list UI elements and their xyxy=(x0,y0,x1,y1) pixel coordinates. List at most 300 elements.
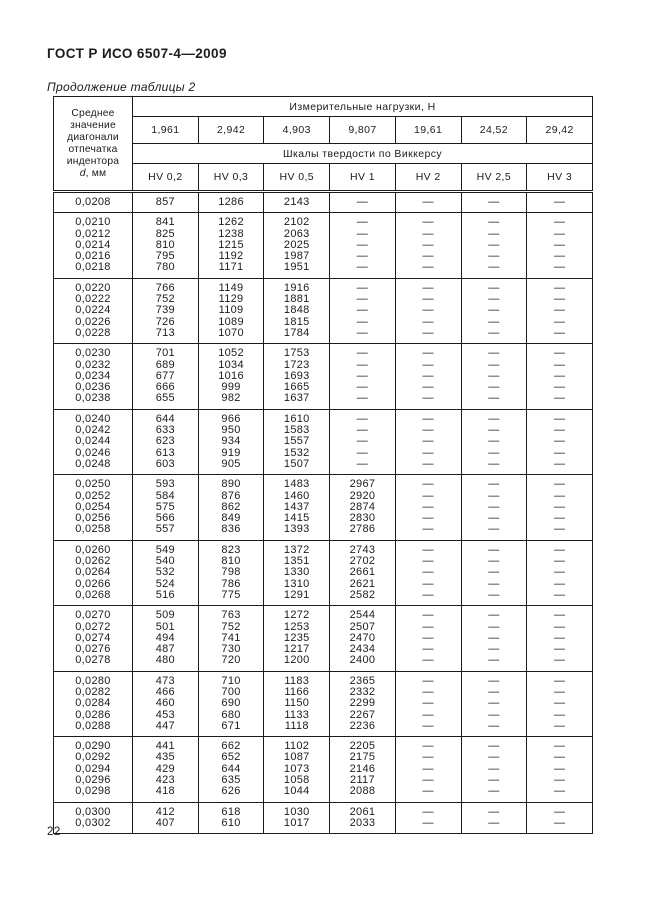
hardness-value-cell: 447 xyxy=(133,721,199,737)
hardness-value-cell: 2033 xyxy=(330,818,396,834)
hardness-value-cell: — xyxy=(461,818,527,834)
hardness-value-cell: 950 xyxy=(198,425,264,436)
hardness-value-cell: — xyxy=(527,737,593,753)
d-value-cell: 0,0216 xyxy=(54,251,133,262)
d-value-cell: 0,0272 xyxy=(54,622,133,633)
hardness-value-cell: 453 xyxy=(133,710,199,721)
row-group xyxy=(54,278,593,343)
d-value-cell: 0,0260 xyxy=(54,540,133,556)
hardness-value-cell: — xyxy=(527,687,593,698)
d-value-cell: 0,0280 xyxy=(54,671,133,687)
hardness-value-cell: 1723 xyxy=(264,360,330,371)
table-row xyxy=(54,294,593,305)
hardness-value-cell: — xyxy=(527,371,593,382)
hardness-value-cell: — xyxy=(395,305,461,316)
hardness-value-cell: — xyxy=(330,344,396,360)
table-row xyxy=(54,721,593,737)
hardness-value-cell: 2702 xyxy=(330,556,396,567)
hardness-value-cell: — xyxy=(461,251,527,262)
hardness-value-cell: 2743 xyxy=(330,540,396,556)
hardness-value-cell: 1916 xyxy=(264,278,330,294)
hardness-value-cell: 1171 xyxy=(198,262,264,278)
hardness-value-cell: — xyxy=(461,213,527,229)
hardness-value-cell: 836 xyxy=(198,524,264,540)
hardness-value-cell: 690 xyxy=(198,698,264,709)
hardness-value-cell: 823 xyxy=(198,540,264,556)
hardness-value-cell: — xyxy=(461,317,527,328)
hardness-value-cell: 2063 xyxy=(264,229,330,240)
hardness-value-cell: 557 xyxy=(133,524,199,540)
hardness-value-cell: 1437 xyxy=(264,502,330,513)
hardness-value-cell: — xyxy=(527,606,593,622)
d-value-cell: 0,0286 xyxy=(54,710,133,721)
hardness-value-cell: 1272 xyxy=(264,606,330,622)
hardness-value-cell: 1951 xyxy=(264,262,330,278)
d-value-cell: 0,0244 xyxy=(54,436,133,447)
hardness-value-cell: 1460 xyxy=(264,491,330,502)
hv-scale-header: HV 3 xyxy=(527,164,593,192)
hardness-value-cell: — xyxy=(395,775,461,786)
hardness-value-cell: — xyxy=(461,393,527,409)
d-value-cell: 0,0282 xyxy=(54,687,133,698)
hardness-value-cell: — xyxy=(395,317,461,328)
hardness-value-cell: — xyxy=(395,278,461,294)
hardness-value-cell: 1109 xyxy=(198,305,264,316)
hardness-value-cell: — xyxy=(461,764,527,775)
hardness-value-cell: — xyxy=(527,382,593,393)
hardness-value-cell: — xyxy=(395,513,461,524)
row-group xyxy=(54,192,593,213)
table-row xyxy=(54,229,593,240)
hardness-value-cell: — xyxy=(527,633,593,644)
hardness-value-cell: — xyxy=(395,436,461,447)
hardness-value-cell: — xyxy=(527,278,593,294)
hardness-value-cell: 575 xyxy=(133,502,199,513)
hardness-value-cell: 473 xyxy=(133,671,199,687)
table-row xyxy=(54,328,593,344)
scales-band-header: Шкалы твердости по Виккерсу xyxy=(133,144,593,164)
hardness-value-cell: 2025 xyxy=(264,240,330,251)
table-row xyxy=(54,818,593,834)
hardness-value-cell: 1253 xyxy=(264,622,330,633)
d-value-cell: 0,0302 xyxy=(54,818,133,834)
hardness-value-cell: 1044 xyxy=(264,786,330,802)
hardness-value-cell: 2874 xyxy=(330,502,396,513)
hardness-value-cell: — xyxy=(461,294,527,305)
hardness-value-cell: — xyxy=(461,540,527,556)
load-value-header: 1,961 xyxy=(133,117,199,144)
hardness-value-cell: — xyxy=(330,360,396,371)
load-value-header: 9,807 xyxy=(330,117,396,144)
hardness-value-cell: 2061 xyxy=(330,802,396,818)
load-value-header: 24,52 xyxy=(461,117,527,144)
hardness-value-cell: 710 xyxy=(198,671,264,687)
d-value-cell: 0,0262 xyxy=(54,556,133,567)
d-value-cell: 0,0250 xyxy=(54,475,133,491)
hardness-value-cell: 509 xyxy=(133,606,199,622)
hardness-value-cell: — xyxy=(395,229,461,240)
hardness-value-cell: — xyxy=(395,579,461,590)
hardness-value-cell: 516 xyxy=(133,590,199,606)
hardness-value-cell: — xyxy=(461,775,527,786)
hardness-value-cell: 2434 xyxy=(330,644,396,655)
hardness-value-cell: 1848 xyxy=(264,305,330,316)
hardness-value-cell: — xyxy=(461,524,527,540)
hardness-value-cell: 2102 xyxy=(264,213,330,229)
hardness-value-cell: — xyxy=(461,579,527,590)
d-value-cell: 0,0288 xyxy=(54,721,133,737)
row-group xyxy=(54,475,593,540)
table-row xyxy=(54,567,593,578)
hardness-value-cell: — xyxy=(461,644,527,655)
hardness-value-cell: — xyxy=(527,213,593,229)
hardness-value-cell: 1215 xyxy=(198,240,264,251)
table-row xyxy=(54,513,593,524)
hardness-value-cell: 623 xyxy=(133,436,199,447)
d-value-cell: 0,0246 xyxy=(54,448,133,459)
hardness-value-cell: 2088 xyxy=(330,786,396,802)
hardness-value-cell: — xyxy=(527,698,593,709)
hardness-value-cell: 1610 xyxy=(264,409,330,425)
hardness-value-cell: 1351 xyxy=(264,556,330,567)
hardness-value-cell: 2786 xyxy=(330,524,396,540)
load-value-header: 19,61 xyxy=(395,117,461,144)
hardness-value-cell: 795 xyxy=(133,251,199,262)
document-title: ГОСТ Р ИСО 6507-4—2009 xyxy=(47,46,227,61)
hardness-value-cell: 1102 xyxy=(264,737,330,753)
hardness-value-cell: 635 xyxy=(198,775,264,786)
hardness-value-cell: 1372 xyxy=(264,540,330,556)
table-row xyxy=(54,606,593,622)
hardness-value-cell: 810 xyxy=(133,240,199,251)
hardness-value-cell: — xyxy=(461,475,527,491)
hardness-value-cell: — xyxy=(395,393,461,409)
loads-band-header: Измерительные нагрузки, Н xyxy=(133,97,593,117)
hardness-value-cell: 662 xyxy=(198,737,264,753)
hardness-value-cell: — xyxy=(330,328,396,344)
hardness-value-cell: 1070 xyxy=(198,328,264,344)
hardness-value-cell: — xyxy=(461,687,527,698)
hardness-value-cell: 2117 xyxy=(330,775,396,786)
hardness-value-cell: — xyxy=(461,240,527,251)
hardness-value-cell: — xyxy=(395,192,461,213)
hardness-value-cell: — xyxy=(461,360,527,371)
d-value-cell: 0,0228 xyxy=(54,328,133,344)
d-value-cell: 0,0294 xyxy=(54,764,133,775)
table-row xyxy=(54,764,593,775)
hardness-value-cell: 1532 xyxy=(264,448,330,459)
hardness-value-cell: 666 xyxy=(133,382,199,393)
d-value-cell: 0,0248 xyxy=(54,459,133,475)
hv-scale-header: HV 2,5 xyxy=(461,164,527,192)
hardness-value-cell: 1583 xyxy=(264,425,330,436)
hardness-value-cell: — xyxy=(527,671,593,687)
hardness-value-cell: — xyxy=(330,262,396,278)
hardness-value-cell: 700 xyxy=(198,687,264,698)
hardness-value-cell: — xyxy=(461,436,527,447)
d-value-cell: 0,0240 xyxy=(54,409,133,425)
corner-header xyxy=(54,97,133,192)
d-value-cell: 0,0230 xyxy=(54,344,133,360)
hardness-value-cell: — xyxy=(527,524,593,540)
hardness-value-cell: 633 xyxy=(133,425,199,436)
hardness-value-cell: — xyxy=(527,459,593,475)
hardness-value-cell: — xyxy=(330,382,396,393)
hardness-value-cell: 1815 xyxy=(264,317,330,328)
hardness-value-cell: — xyxy=(461,305,527,316)
table-row xyxy=(54,502,593,513)
d-value-cell: 0,0284 xyxy=(54,698,133,709)
hv-scale-header: HV 0,3 xyxy=(198,164,264,192)
hardness-value-cell: — xyxy=(330,409,396,425)
table-row xyxy=(54,540,593,556)
table-row xyxy=(54,475,593,491)
hardness-value-cell: — xyxy=(395,448,461,459)
hv-scale-header: HV 1 xyxy=(330,164,396,192)
d-value-cell: 0,0208 xyxy=(54,192,133,213)
hardness-value-cell: — xyxy=(527,360,593,371)
table-row xyxy=(54,382,593,393)
hardness-value-cell: 890 xyxy=(198,475,264,491)
hardness-value-cell: 2507 xyxy=(330,622,396,633)
table-row xyxy=(54,655,593,671)
hardness-value-cell: 1310 xyxy=(264,579,330,590)
hardness-value-cell: — xyxy=(395,240,461,251)
hardness-value-cell: 584 xyxy=(133,491,199,502)
hardness-value-cell: 429 xyxy=(133,764,199,775)
hardness-value-cell: — xyxy=(395,721,461,737)
d-value-cell: 0,0238 xyxy=(54,393,133,409)
d-value-cell: 0,0242 xyxy=(54,425,133,436)
table-row xyxy=(54,802,593,818)
hardness-value-cell: — xyxy=(330,305,396,316)
hardness-value-cell: 466 xyxy=(133,687,199,698)
hardness-value-cell: — xyxy=(527,305,593,316)
hardness-value-cell: — xyxy=(461,448,527,459)
hardness-value-cell: — xyxy=(527,317,593,328)
hardness-value-cell: — xyxy=(527,425,593,436)
hardness-value-cell: — xyxy=(330,278,396,294)
d-value-cell: 0,0232 xyxy=(54,360,133,371)
hardness-value-cell: — xyxy=(395,786,461,802)
hardness-value-cell: 1149 xyxy=(198,278,264,294)
hardness-value-cell: 655 xyxy=(133,393,199,409)
hardness-value-cell: — xyxy=(461,802,527,818)
hardness-value-cell: 2205 xyxy=(330,737,396,753)
hardness-value-cell: 786 xyxy=(198,579,264,590)
hardness-value-cell: — xyxy=(527,328,593,344)
hardness-value-cell: — xyxy=(527,764,593,775)
hardness-value-cell: 775 xyxy=(198,590,264,606)
hardness-value-cell: — xyxy=(461,567,527,578)
hardness-value-cell: 593 xyxy=(133,475,199,491)
hardness-value-cell: — xyxy=(395,633,461,644)
table-row xyxy=(54,360,593,371)
table-row xyxy=(54,644,593,655)
hardness-value-cell: — xyxy=(461,502,527,513)
hardness-value-cell: — xyxy=(527,251,593,262)
hardness-value-cell: — xyxy=(461,192,527,213)
hardness-value-cell: — xyxy=(461,459,527,475)
hardness-value-cell: — xyxy=(461,590,527,606)
hardness-value-cell: — xyxy=(461,409,527,425)
hardness-value-cell: — xyxy=(461,721,527,737)
hardness-value-cell: — xyxy=(395,567,461,578)
hardness-value-cell: 1166 xyxy=(264,687,330,698)
hardness-value-cell: 1150 xyxy=(264,698,330,709)
hardness-value-cell: 841 xyxy=(133,213,199,229)
hardness-value-cell: — xyxy=(395,251,461,262)
hardness-value-cell: 2299 xyxy=(330,698,396,709)
hardness-value-cell: — xyxy=(527,192,593,213)
hardness-value-cell: — xyxy=(330,213,396,229)
corner-header-symbol: d, мм xyxy=(79,168,107,179)
d-value-cell: 0,0290 xyxy=(54,737,133,753)
row-group xyxy=(54,344,593,409)
hardness-value-cell: — xyxy=(330,317,396,328)
table-row xyxy=(54,262,593,278)
table-row xyxy=(54,393,593,409)
table-row xyxy=(54,344,593,360)
hardness-value-cell: 671 xyxy=(198,721,264,737)
hardness-value-cell: 876 xyxy=(198,491,264,502)
hardness-value-cell: 1030 xyxy=(264,802,330,818)
hardness-value-cell: — xyxy=(330,251,396,262)
hardness-value-cell: 494 xyxy=(133,633,199,644)
hardness-value-cell: — xyxy=(527,240,593,251)
hardness-value-cell: 2470 xyxy=(330,633,396,644)
hardness-value-cell: 1016 xyxy=(198,371,264,382)
hardness-value-cell: 412 xyxy=(133,802,199,818)
hardness-value-cell: — xyxy=(461,344,527,360)
hardness-value-cell: — xyxy=(395,698,461,709)
d-value-cell: 0,0212 xyxy=(54,229,133,240)
hardness-value-cell: — xyxy=(461,262,527,278)
hardness-value-cell: — xyxy=(395,606,461,622)
hardness-value-cell: 1483 xyxy=(264,475,330,491)
table-row xyxy=(54,371,593,382)
table-row xyxy=(54,671,593,687)
hardness-value-cell: — xyxy=(527,344,593,360)
table-row xyxy=(54,622,593,633)
hardness-value-cell: — xyxy=(395,752,461,763)
hardness-value-cell: — xyxy=(461,371,527,382)
hardness-value-cell: 644 xyxy=(133,409,199,425)
hardness-value-cell: — xyxy=(527,540,593,556)
hardness-value-cell: — xyxy=(527,409,593,425)
hardness-value-cell: 626 xyxy=(198,786,264,802)
hardness-value-cell: — xyxy=(527,475,593,491)
hardness-value-cell: — xyxy=(527,502,593,513)
hardness-value-cell: 2967 xyxy=(330,475,396,491)
hardness-value-cell: 618 xyxy=(198,802,264,818)
hardness-value-cell: — xyxy=(527,655,593,671)
hardness-value-cell: — xyxy=(395,382,461,393)
d-value-cell: 0,0300 xyxy=(54,802,133,818)
hardness-value-cell: 857 xyxy=(133,192,199,213)
hardness-value-cell: — xyxy=(527,448,593,459)
hardness-value-cell: — xyxy=(527,818,593,834)
hardness-value-cell: — xyxy=(330,459,396,475)
d-value-cell: 0,0254 xyxy=(54,502,133,513)
hardness-value-cell: 919 xyxy=(198,448,264,459)
hardness-value-cell: — xyxy=(461,606,527,622)
hardness-value-cell: — xyxy=(461,710,527,721)
hardness-value-cell: — xyxy=(395,710,461,721)
hardness-value-cell: 610 xyxy=(198,818,264,834)
hardness-value-cell: 2400 xyxy=(330,655,396,671)
hardness-value-cell: 423 xyxy=(133,775,199,786)
hardness-value-cell: — xyxy=(395,556,461,567)
hardness-value-cell: 2332 xyxy=(330,687,396,698)
hardness-value-cell: — xyxy=(527,491,593,502)
hardness-value-cell: — xyxy=(330,448,396,459)
hardness-value-cell: — xyxy=(395,360,461,371)
hardness-value-cell: — xyxy=(395,213,461,229)
hardness-value-cell: — xyxy=(395,737,461,753)
hardness-value-cell: — xyxy=(395,655,461,671)
hardness-value-cell: 480 xyxy=(133,655,199,671)
hardness-value-cell: 1129 xyxy=(198,294,264,305)
hardness-value-cell: 1784 xyxy=(264,328,330,344)
hardness-value-cell: 2830 xyxy=(330,513,396,524)
hardness-value-cell: 810 xyxy=(198,556,264,567)
table-row xyxy=(54,775,593,786)
hardness-value-cell: — xyxy=(527,229,593,240)
hardness-value-cell: — xyxy=(395,409,461,425)
hardness-value-cell: — xyxy=(527,556,593,567)
hardness-value-cell: — xyxy=(461,655,527,671)
hardness-value-cell: — xyxy=(395,294,461,305)
d-value-cell: 0,0258 xyxy=(54,524,133,540)
hardness-value-cell: — xyxy=(461,633,527,644)
hardness-value-cell: 1052 xyxy=(198,344,264,360)
table-row xyxy=(54,192,593,213)
hardness-value-cell: — xyxy=(395,671,461,687)
hardness-value-cell: — xyxy=(395,344,461,360)
hardness-value-cell: 780 xyxy=(133,262,199,278)
hardness-value-cell: 1262 xyxy=(198,213,264,229)
d-value-cell: 0,0276 xyxy=(54,644,133,655)
hardness-value-cell: — xyxy=(461,622,527,633)
hardness-value-cell: — xyxy=(527,775,593,786)
hardness-value-cell: 613 xyxy=(133,448,199,459)
hardness-value-cell: 1073 xyxy=(264,764,330,775)
hardness-value-cell: 1881 xyxy=(264,294,330,305)
hardness-value-cell: 1034 xyxy=(198,360,264,371)
hardness-value-cell: — xyxy=(527,710,593,721)
hardness-value-cell: — xyxy=(527,436,593,447)
table-row xyxy=(54,448,593,459)
hardness-value-cell: — xyxy=(461,425,527,436)
table-row xyxy=(54,687,593,698)
hardness-value-cell: — xyxy=(527,644,593,655)
hardness-value-cell: — xyxy=(330,436,396,447)
d-value-cell: 0,0292 xyxy=(54,752,133,763)
hardness-value-cell: 2621 xyxy=(330,579,396,590)
hardness-value-cell: 1133 xyxy=(264,710,330,721)
hardness-value-cell: 524 xyxy=(133,579,199,590)
hardness-value-cell: 966 xyxy=(198,409,264,425)
hardness-value-cell: — xyxy=(395,425,461,436)
hardness-value-cell: — xyxy=(527,590,593,606)
hardness-value-cell: — xyxy=(461,328,527,344)
hardness-value-cell: — xyxy=(527,802,593,818)
hardness-value-cell: — xyxy=(527,294,593,305)
hardness-value-cell: 1217 xyxy=(264,644,330,655)
hardness-value-cell: — xyxy=(461,278,527,294)
table-row xyxy=(54,491,593,502)
